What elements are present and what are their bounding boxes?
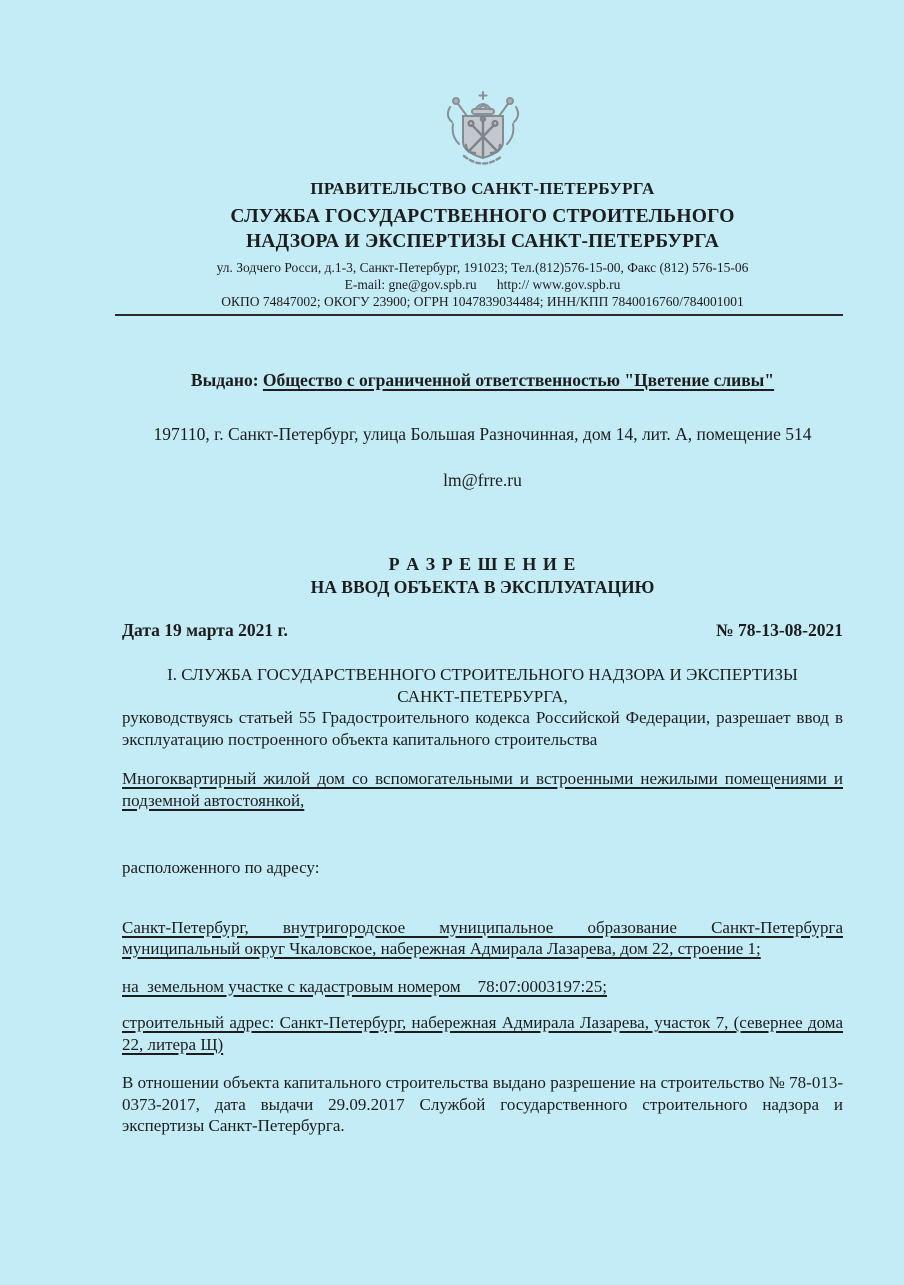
permit-subtitle: НА ВВОД ОБЪЕКТА В ЭКСПЛУАТАЦИЮ (310, 577, 655, 597)
recipient-address: 197110, г. Санкт-Петербург, улица Большая Разночинная, дом 14, лит. А, помещение 514 (153, 424, 812, 444)
object-name: Многоквартирный жилой дом со вспомогательными и встроенными нежилыми помещениями и подземной автостоянкой, (122, 769, 843, 810)
authority-line2: САНКТ-ПЕТЕРБУРГА, (397, 686, 568, 706)
header-service-line2: НАДЗОРА И ЭКСПЕРТИЗЫ САНКТ-ПЕТЕРБУРГА (245, 231, 720, 252)
located-label: расположенного по адресу: (122, 858, 320, 877)
date-number-row (122, 620, 843, 641)
object-address: Санкт-Петербург, внутригородское муниципальное образование Санкт-Петербурга муниципальный округ Чкаловское, набережная Адмирала Лазарева, дом 22, строение 1; (122, 917, 843, 958)
header-registration-codes: ОКПО 74847002; ОКОГУ 23900; ОГРН 1047839034484; ИНН/КПП 7840016760/784001001 (221, 294, 744, 309)
header-divider (115, 314, 843, 316)
permit-title: Р А З Р Е Ш Е Н И Е (388, 554, 577, 574)
header-service-line1: СЛУЖБА ГОСУДАРСТВЕННОГО СТРОИТЕЛЬНОГО (230, 206, 735, 227)
issued-to-company: Общество с ограниченной ответственностью "Цветение сливы" (262, 370, 775, 390)
permit-date: Дата 19 марта 2021 г. (122, 620, 288, 640)
recipient-email: lm@frre.ru (443, 470, 522, 490)
cadastral-number-line: на земельном участке с кадастровым номером 78:07:0003197:25; (122, 976, 608, 996)
header-address-phone: ул. Зодчего Росси, д.1-3, Санкт-Петербург, 191023; Тел.(812)576-15-00, Факс (812) 576-15-06 (216, 260, 749, 275)
legal-basis-paragraph: руководствуясь статьей 55 Градостроительного кодекса Российской Федерации, разрешает ввод в эксплуатацию построенного объекта капитального строительства (122, 708, 843, 749)
issued-label: Выдано: (190, 370, 263, 390)
construction-address: строительный адрес: Санкт-Петербург, набережная Адмирала Лазарева, участок 7, (севернее дома 22, литера Щ) (122, 1013, 843, 1054)
spb-coat-of-arms-icon (432, 90, 534, 174)
permit-number: № 78-13-08-2021 (716, 620, 843, 640)
header-government: ПРАВИТЕЛЬСТВО САНКТ-ПЕТЕРБУРГА (310, 179, 655, 198)
issued-to-line (122, 366, 843, 394)
construction-permit-paragraph: В отношении объекта капитального строительства выдано разрешение на строительство № 78-013-0373-2017, дата выдачи 29.09.2017 Службой государственного строительного надзора и экспертизы Санкт-Петербурга. (122, 1073, 843, 1135)
authority-line1: I. СЛУЖБА ГОСУДАРСТВЕННОГО СТРОИТЕЛЬНОГО НАДЗОРА И ЭКСПЕРТИЗЫ (167, 665, 798, 684)
header-email-web: E-mail: gne@gov.spb.ru http:// www.gov.spb.ru (344, 277, 621, 292)
